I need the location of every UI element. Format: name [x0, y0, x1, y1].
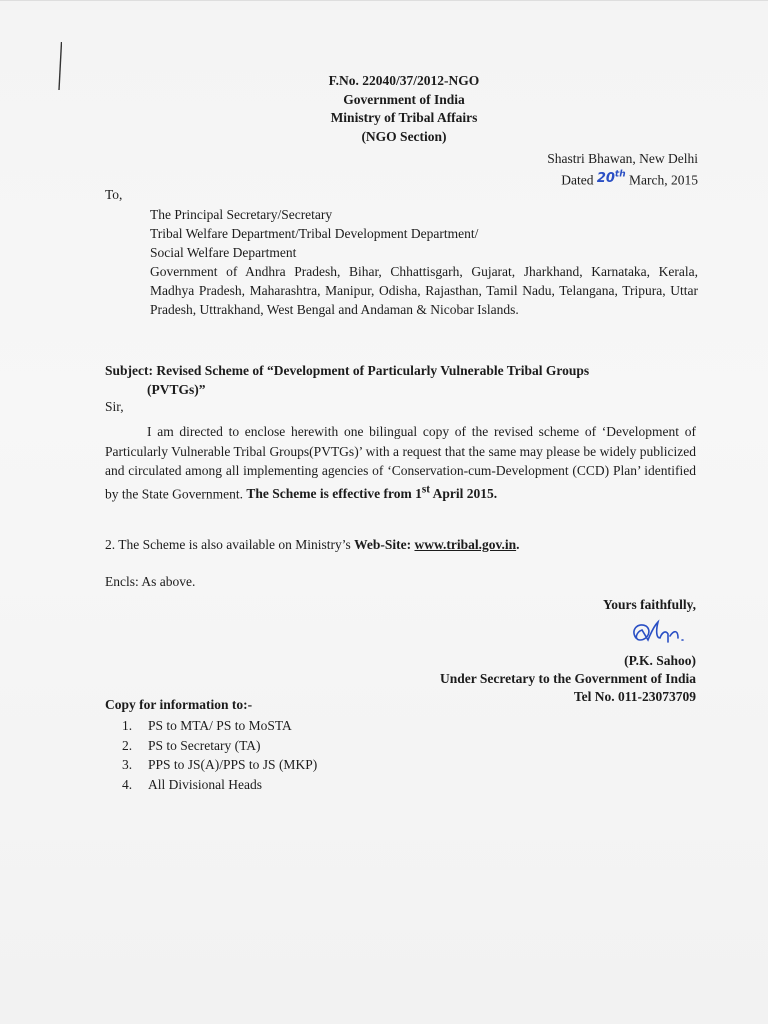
website-label: Web-Site: — [354, 537, 415, 552]
list-item-number: 3. — [122, 757, 133, 772]
signatory-designation: Under Secretary to the Government of India — [440, 671, 696, 686]
copy-list — [122, 716, 317, 794]
letter-header — [0, 72, 768, 146]
subject-text: Subject: Revised Scheme of “Development of Particularly Vulnerable Tribal Groups — [105, 363, 590, 378]
effective-text: The Scheme is effective from 1 — [246, 486, 422, 501]
list-item-number: 1. — [122, 718, 133, 733]
handwritten-date — [597, 171, 626, 186]
website-suffix: . — [516, 537, 520, 552]
month-year: March, 2015 — [629, 172, 698, 188]
effective-end: April 2015. — [430, 486, 498, 501]
place-date-block — [547, 149, 698, 190]
dated-label: Dated — [561, 172, 594, 188]
addressee-block — [150, 205, 698, 319]
body-text: I am directed to enclose herewith one bilingual copy of the revised scheme of ‘Development of Particularly Vulnerable Tribal Groups(PVTGs)’ with a request that the same may please be widely publicized and circulated among all implementing agencies of ‘Conservation-cum-Development (CCD) Plan’ identified by the State Government. — [105, 424, 696, 501]
copy-title: Copy for information to:- — [105, 697, 253, 712]
website-paragraph — [105, 537, 519, 553]
date-suffix: th — [614, 170, 626, 180]
handwritten-signature — [626, 616, 696, 652]
effective-sup: st — [421, 483, 431, 496]
list-item-number: 2. — [122, 737, 133, 753]
list-item-number: 4. — [122, 776, 133, 792]
subject-text-cont: (PVTGs)” — [147, 382, 206, 397]
body-paragraph — [105, 422, 696, 504]
subject-line — [105, 361, 665, 399]
website-link[interactable]: www.tribal.gov.in — [414, 537, 517, 552]
ministry-name: Ministry of Tribal Affairs — [330, 110, 478, 125]
effective-statement — [246, 483, 498, 501]
list-item — [122, 736, 317, 756]
list-item — [122, 775, 317, 795]
location: Shastri Bhawan, New Delhi — [547, 151, 698, 166]
signatory-phone: Tel No. 011-23073709 — [573, 689, 696, 704]
section-name: (NGO Section) — [361, 128, 447, 144]
to-label: To, — [105, 187, 123, 202]
addressee-line: The Principal Secretary/Secretary — [150, 207, 333, 222]
file-number: F.No. 22040/37/2012-NGO — [328, 73, 480, 88]
list-item — [122, 716, 317, 736]
website-prefix: 2. The Scheme is also available on Ministry’s — [105, 537, 355, 552]
list-item-text: PS to Secretary (TA) — [148, 737, 261, 753]
addressee-line: Social Welfare Department — [150, 245, 297, 260]
signatory-name: (P.K. Sahoo) — [624, 653, 696, 668]
signature-block — [440, 596, 696, 706]
list-item-text: PS to MTA/ PS to MoSTA — [148, 718, 292, 733]
enclosures: Encls: As above. — [105, 574, 196, 589]
list-item-text: All Divisional Heads — [148, 776, 262, 792]
date-day: 20 — [596, 171, 615, 187]
government-name: Government of India — [343, 91, 465, 107]
list-item — [122, 755, 317, 775]
date-line — [547, 168, 698, 190]
closing: Yours faithfully, — [602, 597, 696, 612]
addressee-line: Tribal Welfare Department/Tribal Development Department/ — [150, 226, 479, 241]
salutation: Sir, — [105, 399, 124, 414]
page-edge — [0, 0, 768, 1]
list-item-text: PPS to JS(A)/PPS to JS (MKP) — [148, 757, 318, 772]
addressee-states: Government of Andhra Pradesh, Bihar, Chhattisgarh, Gujarat, Jharkhand, Karnataka, Kerala, Madhya Pradesh, Maharashtra, Manipur, Odisha, Rajasthan, Tamil Nadu, Telangana, Tripura, Uttar Pradesh, Uttrakhand, West Bengal and Andaman & Nicobar Islands. — [150, 264, 698, 317]
